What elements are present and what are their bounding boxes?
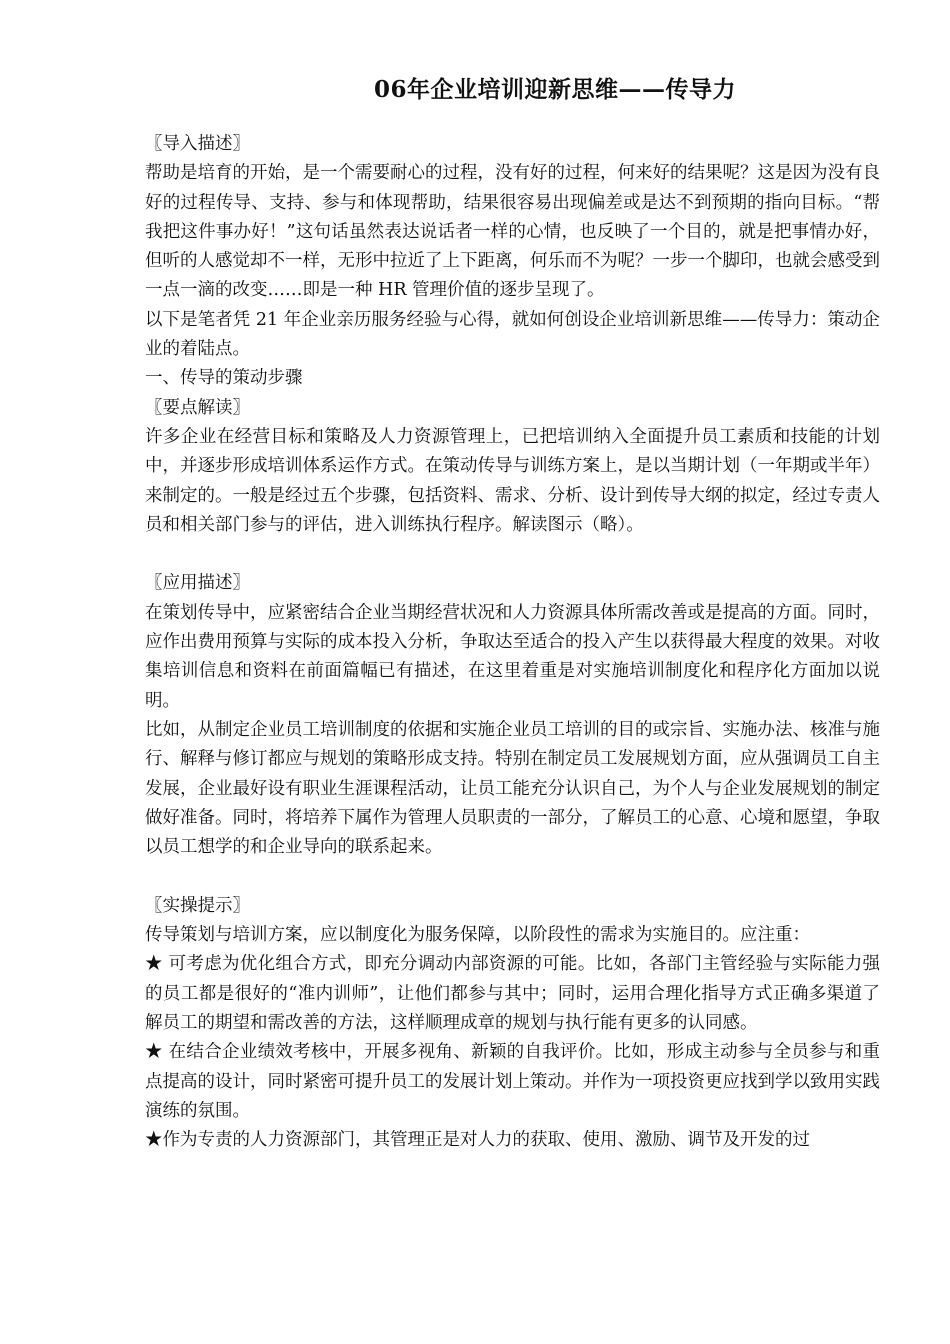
section-heading-application: 〖应用描述〗 bbox=[145, 573, 250, 594]
section-heading-steps: 一、传导的策动步骤 bbox=[145, 368, 303, 389]
document-title: 06年企业培训迎新思维——传导力 bbox=[373, 76, 736, 103]
document-page bbox=[145, 72, 880, 1155]
paragraph-practice-intro: 传导策划与培训方案，应以制度化为服务保障，以阶段性的需求为实施目的。应注重： bbox=[145, 925, 810, 946]
section-heading-key-points: 〖要点解读〗 bbox=[145, 397, 250, 418]
bullet-item-2: ★ 在结合企业绩效考核中，开展多视角、新颖的自我评价。比如，形成主动参与全员参与和重点提高的设计，同时紧密可提升员工的发展计划上策动。并作为一项投资更应找到学以致用实践演练的氛围。 bbox=[145, 1042, 880, 1121]
paragraph-key-points-body: 许多企业在经营目标和策略及人力资源管理上，已把培训纳入全面提升员工素质和技能的计划中，并逐步形成培训体系运作方式。在策动传导与训练方案上，是以当期计划（一年期或半年）来制定的。一般是经过五个步骤，包括资料、需求、分析、设计到传导大纲的拟定，经过专责人员和相关部门参与的评估，进入训练执行程序。解读图示（略）。 bbox=[145, 426, 880, 535]
section-heading-intro: 〖导入描述〗 bbox=[145, 134, 250, 154]
paragraph-application-example: 比如，从制定企业员工培训制度的依据和实施企业员工培训的目的或宗旨、实施办法、核准与施行、解释与修订都应与规划的策略形成支持。特别在制定员工发展规划方面，应从强调员工自主发展，企业最好设有职业生涯课程活动，让员工能充分认识自己，为个人与企业发展规划的制定做好准备。同时，将培养下属作为管理人员职责的一部分，了解员工的心意、心境和愿望，争取以员工想学的和企业导向的联系起来。 bbox=[145, 719, 880, 858]
bullet-item-1: ★ 可考虑为优化组合方式，即充分调动内部资源的可能。比如，各部门主管经验与实际能力强的员工都是很好的“准内训师”，让他们都参与其中；同时，运用合理化指导方式正确多渠道了解员工的期望和需改善的方法，这样顺理成章的规划与执行能有更多的认同感。 bbox=[145, 954, 880, 1033]
bullet-item-3: ★作为专责的人力资源部门，其管理正是对人力的获取、使用、激励、调节及开发的过 bbox=[145, 1130, 810, 1151]
section-heading-practice: 〖实操提示〗 bbox=[145, 895, 250, 916]
blank-line bbox=[145, 862, 880, 891]
paragraph-application-body: 在策划传导中，应紧密结合企业当期经营状况和人力资源具体所需改善或是提高的方面。同时，应作出费用预算与实际的成本投入分析，争取达至适合的投入产生以获得最大程度的效果。对收集培训信息和资料在前面篇幅已有描述，在这里着重是对实施培训制度化和程序化方面加以说明。 bbox=[145, 602, 880, 711]
paragraph-author-note: 以下是笔者凭 21 年企业亲历服务经验与心得，就如何创设企业培训新思维——传导力：策动企业的着陆点。 bbox=[145, 309, 880, 360]
paragraph-intro-body: 帮助是培育的开始，是一个需要耐心的过程，没有好的过程，何来好的结果呢？这是因为没有良好的过程传导、支持、参与和体现帮助，结果很容易出现偏差或是达不到预期的指向目标。“帮我把这件事办好！”这句话虽然表达说话者一样的心情，也反映了一个目的，就是把事情办好，但听的人感觉却不一样，无形中拉近了上下距离，何乐而不为呢？一步一个脚印，也就会感受到一点一滴的改变……即是一种 HR 管理价值的逐步呈现了。 bbox=[145, 163, 880, 301]
blank-line bbox=[145, 540, 880, 569]
